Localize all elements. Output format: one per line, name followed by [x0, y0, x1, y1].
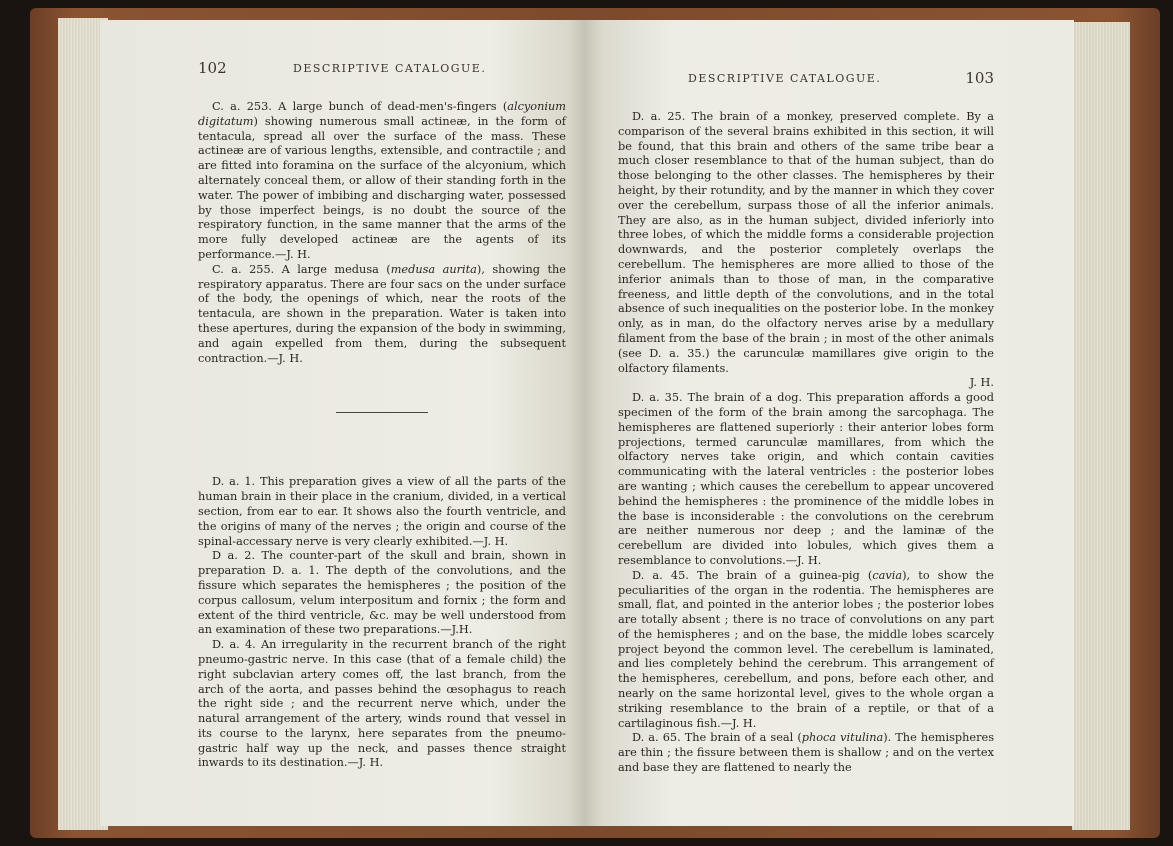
right-running-head: DESCRIPTIVE CATALOGUE. — [688, 72, 882, 85]
entry-c-a-255: C. a. 255. A large medusa (medusa aurita), showing the respiratory apparatus. There are four sacs on the under surface of the body, the openings of which, near the roots of the tentacula, are shown in the preparation. Water is taken into these apertures, during the expansion of the body in swimming, and again expelled from them, during the subsequent contraction.—J. H. — [198, 262, 566, 365]
entry-d-a-65: D. a. 65. The brain of a seal (phoca vitulina). The hemispheres are thin ; the fissure between them is shallow ; and on the vertex and base they are flattened to nearly the — [618, 731, 994, 775]
right-page — [584, 20, 1074, 826]
left-page-number: 102 — [198, 59, 227, 77]
right-page-edges — [1072, 22, 1130, 830]
left-page — [100, 20, 588, 826]
entry-d-a-4: D. a. 4. An irregularity in the recurrent branch of the right pneumo-gastric nerve. In this case (that of a female child) the right subclavian artery comes off, the last branch, from the arch of the aorta, and passes behind the œsophagus to reach the right side ; and the recurrent nerve which, under the natural arrangement of the artery, winds round that vessel in its course to the larynx, here separates from the pneumo-gastric half way up the neck, and passes thence straight inwards to its destination.—J. H. — [198, 638, 566, 770]
entry-d-a-45: D. a. 45. The brain of a guinea-pig (cavia), to show the peculiarities of the organ in the rodentia. The hemispheres are small, flat, and pointed in the anterior lobes ; the posterior lobes are totally absent ; there is no trace of convolutions on any part of the hemispheres ; and on the base, the middle lobes scarcely project beyond the common level. The cerebellum is laminated, and lies completely behind the cerebrum. This arrangement of the hemispheres, cerebellum, and pons, before each other, and nearly on the same horizontal level, gives to the whole organ a striking resemblance to the brain of a reptile, or that of a cartilaginous fish.—J. H. — [618, 568, 994, 730]
right-page-header — [618, 69, 994, 92]
right-page-number: 103 — [965, 69, 994, 87]
entry-d-a-25-signature: J. H. — [969, 376, 994, 390]
section-divider — [336, 412, 428, 413]
entry-d-a-2: D a. 2. The counter-part of the skull and brain, shown in preparation D. a. 1. The depth of the convolutions, and the fissure which separates the hemispheres ; the position of the corpus callosum, velum interpositum and fornix ; the form and extent of the third ventricle, &c. may be well understood from an examination of these two preparations.—J.H. — [198, 549, 566, 637]
left-page-header — [198, 59, 566, 82]
entry-d-a-35: D. a. 35. The brain of a dog. This preparation affords a good specimen of the form of the brain among the sarcophaga. The hemispheres are flattened superiorly : their anterior lobes form projections, termed carunculæ mamillares, from which the olfactory nerves take origin, and which contain cavities communicating with the lateral ventricles : the posterior lobes are wanting ; which causes the cerebellum to appear uncovered behind the hemispheres : the prominence of the middle lobes in the base is inconsiderable : the convolutions on the cerebrum are neither numerous nor deep ; and the laminæ of the cerebellum are divided into lobules, which gives them a resemblance to convolutions.—J. H. — [618, 391, 994, 567]
entry-d-a-1: D. a. 1. This preparation gives a view of all the parts of the human brain in their place in the cranium, divided, in a vertical section, from ear to ear. It shows also the fourth ventricle, and the origins of many of the nerves ; the origin and course of the spinal-accessary nerve is very clearly exhibited.—J. H. — [198, 475, 566, 548]
left-running-head: DESCRIPTIVE CATALOGUE. — [293, 62, 487, 75]
entry-c-a-253: C. a. 253. A large bunch of dead-men's-fingers (alcyonium digitatum) showing numerous small actineæ, in the form of tentacula, spread all over the surface of the mass. These actineæ are of various lengths, extensible, and contractile ; and are fitted into foramina on the surface of the alcyonium, which alternately conceal them, or allow of their standing forth in the water. The power of imbibing and discharging water, possessed by those imperfect beings, is no doubt the source of the respiratory function, in the same manner that the arms of the more fully developed actineæ are the agents of its performance.—J. H. — [198, 100, 566, 261]
entry-d-a-25: D. a. 25. The brain of a monkey, preserved complete. By a comparison of the several brains exhibited in this section, it will be found, that this brain and others of the same tribe bear a much closer resemblance to that of the human subject, than do those belonging to the other classes. The hemispheres by their height, by their rotundity, and by the manner in which they cover over the cerebellum, surpass those of all the inferior animals. They are also, as in the human subject, divided inferiorly into three lobes, of which the middle forms a considerable projection downwards, and the posterior completely overlaps the cerebellum. The hemispheres are more allied to those of the inferior animals than to those of man, in the comparative freeness, and little depth of the convolutions, and in the total absence of such inequalities on the posterior lobe. In the monkey only, as in man, do the olfactory nerves arise by a medullary filament from the base of the brain ; in most of the other animals (see D. a. 35.) the carunculæ mamillares give origin to the olfactory filaments. — [618, 110, 994, 375]
